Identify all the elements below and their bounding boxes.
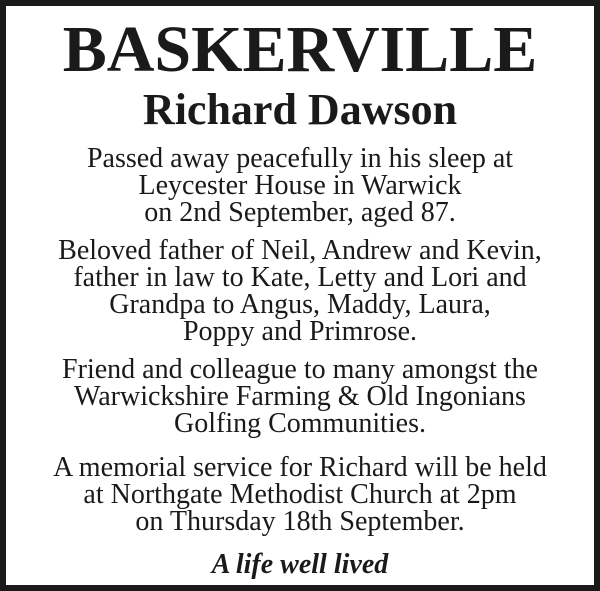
forenames-heading: Richard Dawson <box>142 85 458 134</box>
memorial-service-paragraph <box>14 454 586 535</box>
paragraph-line: at Northgate Methodist Church at 2pm <box>83 479 517 510</box>
paragraph-line: on 2nd September, aged 87. <box>144 197 456 228</box>
surname-heading: BASKERVILLE <box>62 13 538 86</box>
paragraph-line: Poppy and Primrose. <box>182 316 418 347</box>
death-announcement-paragraph <box>14 145 586 226</box>
family-paragraph <box>14 237 586 345</box>
paragraph-line: father in law to Kate, Letty and Lori and <box>73 262 527 293</box>
paragraph-line: Golfing Communities. <box>174 408 426 439</box>
paragraph-line: Grandpa to Angus, Maddy, Laura, <box>109 289 491 320</box>
paragraph-line: Friend and colleague to many amongst the <box>62 354 538 385</box>
paragraph-line: Beloved father of Neil, Andrew and Kevin, <box>58 235 542 266</box>
paragraph-line: Leycester House in Warwick <box>138 170 462 201</box>
paragraph-line: Passed away peacefully in his sleep at <box>86 143 514 174</box>
community-paragraph <box>14 356 586 437</box>
paragraph-line: Warwickshire Farming & Old Ingonians <box>74 381 526 412</box>
paragraph-line: on Thursday 18th September. <box>135 506 465 537</box>
paragraph-line: A memorial service for Richard will be held <box>53 452 547 483</box>
closing-tagline: A life well lived <box>211 549 389 580</box>
